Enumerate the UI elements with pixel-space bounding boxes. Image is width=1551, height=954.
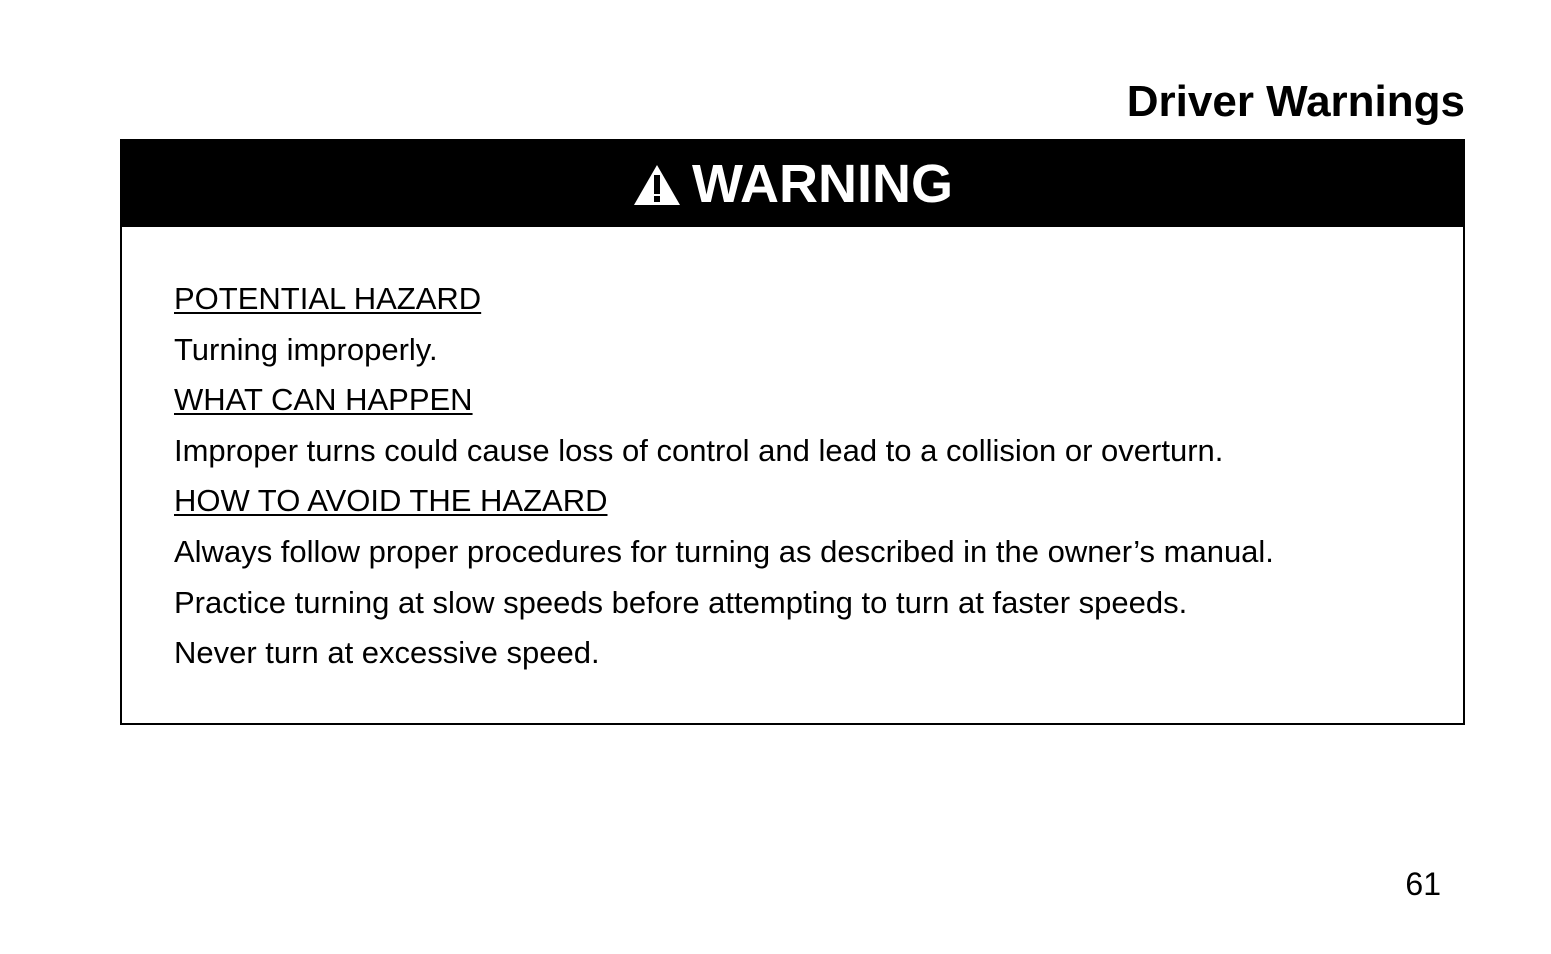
warning-body [174, 274, 1423, 679]
what-can-happen-text: Improper turns could cause loss of control and lead to a collision or overturn. [174, 432, 1224, 468]
warning-title: WARNING [692, 154, 953, 214]
how-to-avoid-line: Never turn at excessive speed. [174, 635, 600, 671]
warning-triangle-icon [632, 163, 682, 207]
potential-hazard-heading: POTENTIAL HAZARD [174, 281, 482, 316]
how-to-avoid-heading: HOW TO AVOID THE HAZARD [174, 483, 608, 519]
potential-hazard-text: Turning improperly. [174, 331, 438, 367]
section-title: Driver Warnings [1126, 77, 1465, 126]
warning-box [120, 139, 1465, 725]
how-to-avoid-line: Always follow proper procedures for turning as described in the owner’s manual. [174, 533, 1274, 569]
how-to-avoid-line: Practice turning at slow speeds before attempting to turn at faster speeds. [174, 584, 1188, 620]
warning-header [122, 141, 1463, 227]
what-can-happen-heading: WHAT CAN HAPPEN [174, 382, 473, 418]
page-number: 61 [1405, 866, 1441, 902]
